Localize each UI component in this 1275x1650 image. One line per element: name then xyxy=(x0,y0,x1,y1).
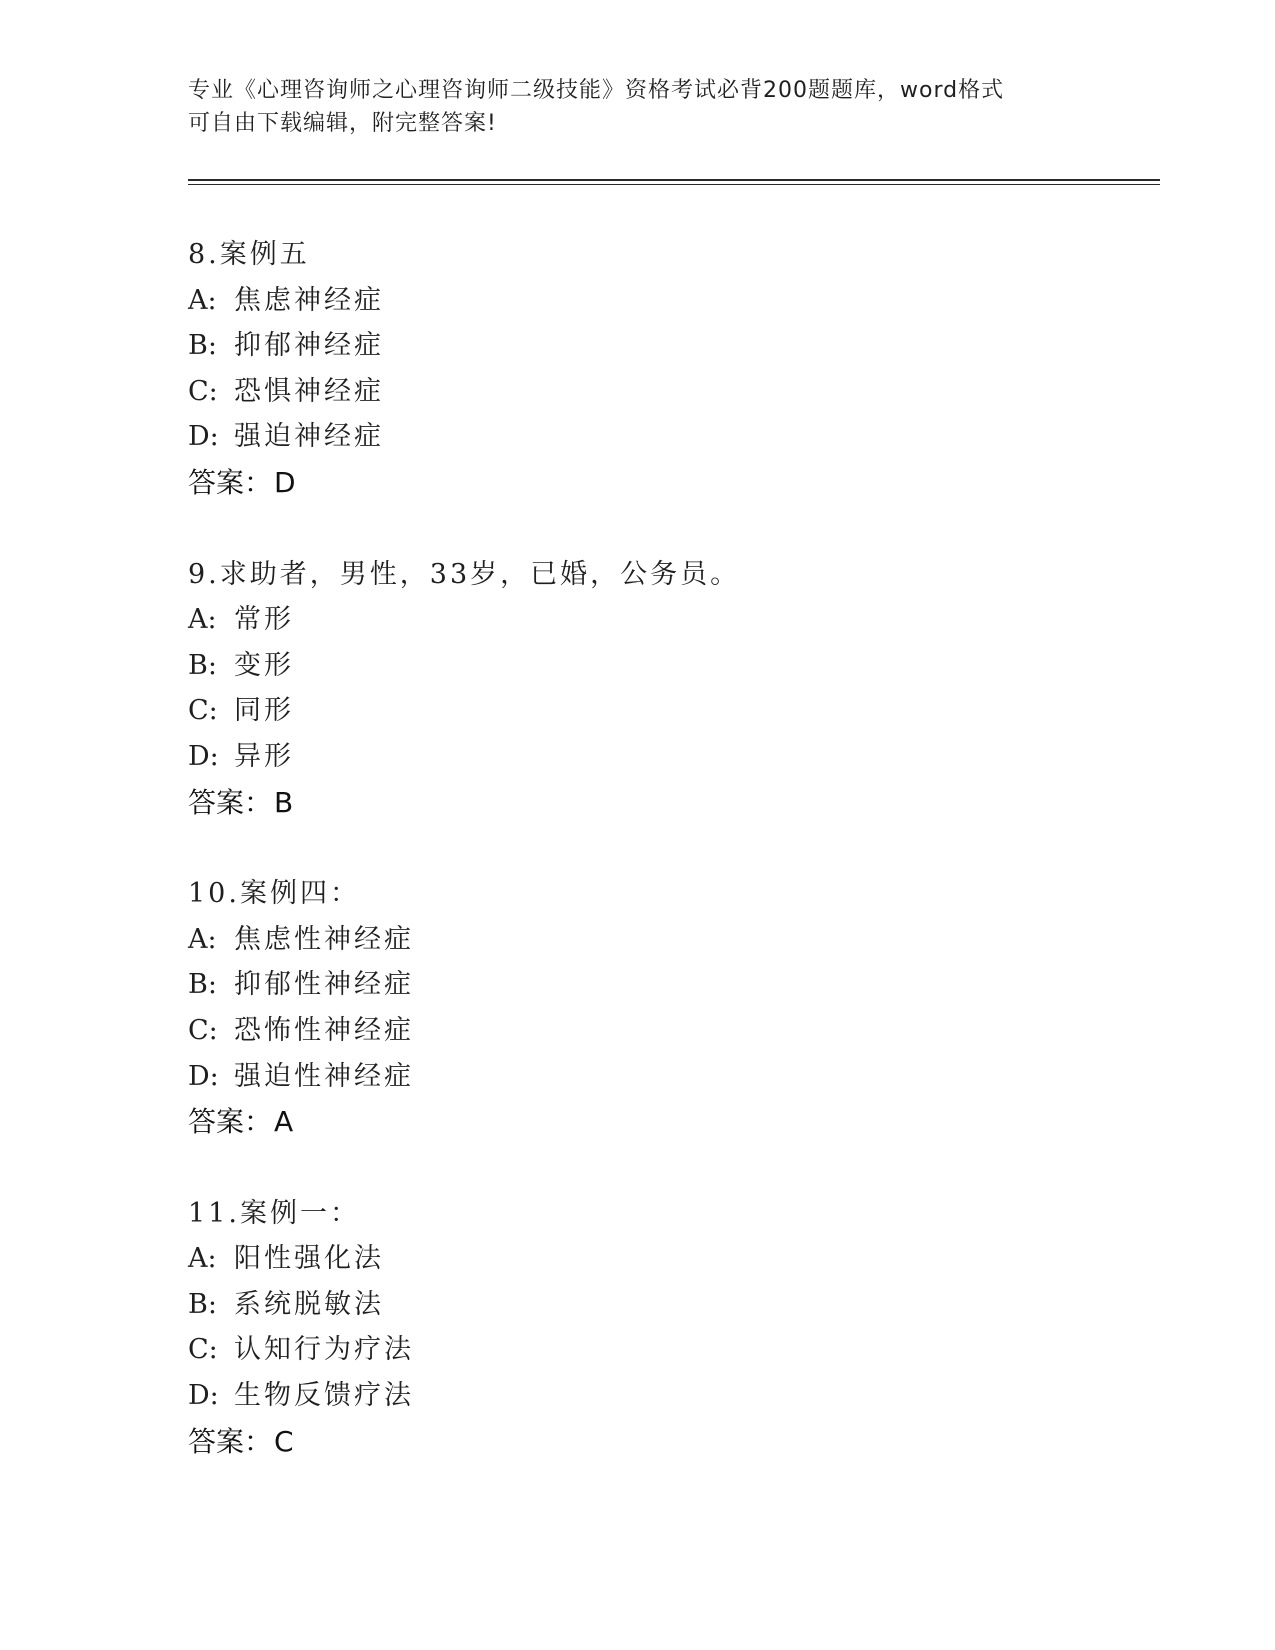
option-text: 认知行为疗法 xyxy=(234,1334,414,1366)
option-letter: A: xyxy=(188,284,217,316)
option-b xyxy=(188,643,1088,689)
question-11 xyxy=(188,1191,1088,1465)
document-header xyxy=(188,74,1088,140)
option-text: 抑郁神经症 xyxy=(234,330,384,362)
option-text: 恐怖性神经症 xyxy=(234,1014,414,1046)
question-title: 9.求助者，男性，33岁，已婚，公务员。 xyxy=(188,558,741,590)
option-d xyxy=(188,1373,1088,1419)
option-letter: A: xyxy=(188,1243,217,1275)
option-a xyxy=(188,917,1088,963)
option-text: 常形 xyxy=(234,604,294,636)
answer-line xyxy=(188,780,1088,826)
question-title: 8.案例五 xyxy=(188,239,310,270)
option-text: 抑郁性神经症 xyxy=(234,969,414,1001)
option-a xyxy=(188,278,1088,324)
answer-label: 答案： xyxy=(188,1105,273,1139)
option-letter: C: xyxy=(188,695,218,727)
answer-value: C xyxy=(274,1424,294,1458)
option-letter: D: xyxy=(188,1060,219,1092)
option-letter: D: xyxy=(188,740,219,772)
option-c xyxy=(188,688,1088,734)
option-d xyxy=(188,414,1088,460)
option-letter: B: xyxy=(188,969,217,1001)
header-line-2: 可自由下载编辑，附完整答案! xyxy=(188,111,497,136)
option-letter: A: xyxy=(188,923,217,955)
option-letter: B: xyxy=(188,649,217,681)
option-letter: B: xyxy=(188,330,217,362)
option-d xyxy=(188,1054,1088,1100)
question-8 xyxy=(188,232,1088,506)
option-text: 阳性强化法 xyxy=(234,1243,384,1275)
option-letter: C: xyxy=(188,1014,218,1046)
question-9 xyxy=(188,552,1088,826)
option-letter: A: xyxy=(188,604,217,636)
answer-line xyxy=(188,460,1088,506)
header-line-1: 专业《心理咨询师之心理咨询师二级技能》资格考试必背200题题库，word格式 xyxy=(188,78,1005,103)
option-letter: C: xyxy=(188,375,218,407)
option-text: 焦虑性神经症 xyxy=(234,923,414,955)
answer-value: A xyxy=(274,1105,294,1139)
option-text: 系统脱敏法 xyxy=(234,1288,384,1320)
option-letter: B: xyxy=(188,1288,217,1320)
answer-line xyxy=(188,1419,1088,1465)
option-b xyxy=(188,323,1088,369)
option-text: 异形 xyxy=(234,740,294,772)
option-letter: D: xyxy=(188,421,219,453)
option-b xyxy=(188,962,1088,1008)
answer-label: 答案： xyxy=(188,465,273,499)
option-c xyxy=(188,1008,1088,1054)
option-d xyxy=(188,734,1088,780)
option-c xyxy=(188,369,1088,415)
header-divider xyxy=(188,179,1160,185)
option-text: 变形 xyxy=(234,649,294,681)
option-a xyxy=(188,1236,1088,1282)
answer-line xyxy=(188,1099,1088,1145)
option-text: 焦虑神经症 xyxy=(234,284,384,316)
option-text: 强迫神经症 xyxy=(234,421,384,453)
answer-label: 答案： xyxy=(188,1424,273,1458)
option-text: 同形 xyxy=(234,695,294,727)
option-c xyxy=(188,1327,1088,1373)
answer-value: D xyxy=(274,465,296,499)
option-letter: D: xyxy=(188,1380,219,1412)
answer-value: B xyxy=(274,785,294,819)
option-text: 恐惧神经症 xyxy=(234,375,384,407)
option-b xyxy=(188,1282,1088,1328)
question-10 xyxy=(188,871,1088,1145)
option-letter: C: xyxy=(188,1334,218,1366)
option-text: 强迫性神经症 xyxy=(234,1060,414,1092)
answer-label: 答案： xyxy=(188,785,273,819)
option-a xyxy=(188,597,1088,643)
question-title: 11.案例一： xyxy=(188,1197,360,1229)
option-text: 生物反馈疗法 xyxy=(234,1380,414,1412)
question-title: 10.案例四： xyxy=(188,878,360,910)
question-list xyxy=(188,232,1088,1510)
